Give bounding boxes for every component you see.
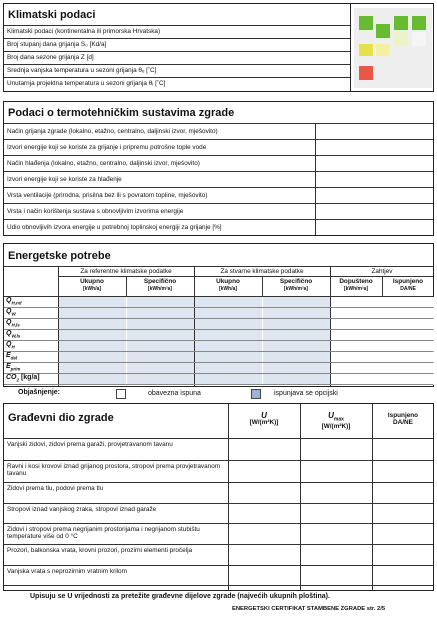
col-u-unit: [W/(m²K)] <box>249 419 279 426</box>
energy-row-label: $Q_{H,nd}$ <box>6 297 22 306</box>
gradjevni-section <box>3 403 434 591</box>
col-umax-header <box>300 412 372 430</box>
col-specificno-stv: Specifično <box>279 278 313 285</box>
klimatski-section <box>3 3 434 92</box>
klimatski-color-grid <box>354 8 432 88</box>
gradjevni-note: Upisuju se U vrijednosti za pretežite građevne dijelove zgrade (najvećih ukupnih ploština). <box>30 593 330 600</box>
gradjevni-row-label: Zidovi i stropovi prema negrijanim prostorijama i negrijanom stubištu temperature više od 0 °C <box>7 526 200 540</box>
col-isp-header <box>372 412 434 426</box>
col-u-header <box>228 412 300 426</box>
col-ukupno-stv: Ukupno <box>216 278 240 285</box>
klimatski-row-4: Srednja vanjska temperatura u sezoni grijanja θₑ [˚C] <box>7 67 157 74</box>
energy-row-label: $Q_{W,ls}$ <box>6 330 21 339</box>
col-u-symbol: U <box>261 411 267 420</box>
gradjevni-row-label: Ravni i kosi krovovi iznad grijanog prostora, stropovi prema provjetravanom tavanu <box>7 463 221 477</box>
col-ispunjeno-unit: DA/NE <box>400 286 416 292</box>
group-referentne: Za referentne klimatske podatke <box>80 268 172 275</box>
energetske-title: Energetske potrebe <box>8 250 111 262</box>
col-ukupno-ref: Ukupno <box>80 278 104 285</box>
klimatski-row-5: Unutarnja projektna temperatura u sezoni grijanja θᵢ [˚C] <box>7 80 166 87</box>
legend-mandatory-swatch <box>116 389 126 399</box>
legend-mandatory-label: obavezna ispuna <box>148 390 201 397</box>
col-umax-unit: [W/(m²K)] <box>321 423 351 431</box>
energy-row-label: $CO_2$ [kg/a] <box>6 374 40 383</box>
energetske-section <box>3 243 434 387</box>
termotehnicki-title: Podaci o termotehničkim sustavima zgrade <box>8 107 235 119</box>
termo-row-3: Način hlađenja (lokalno, etažno, centralno, daljinski izvor, mješovito) <box>7 160 200 167</box>
col-specificno-ref: Specifično <box>143 278 177 285</box>
klimatski-row-2: Broj stupanj dana grijanja S₀ [Kd/a] <box>7 41 107 48</box>
footer: ENERGETSKI CERTIFIKAT STAMBENE ZGRADE str. 2/5 <box>232 606 386 612</box>
termotehnicki-section <box>3 101 434 236</box>
gradjevni-row-label: Vanjska vrata s neprozirnim vratnim krilom <box>7 568 127 575</box>
col-isp-label2: DA/NE <box>393 419 413 426</box>
termo-row-6: Vrsta i način korištenja sustava s obnovljivim izvorima energije <box>7 208 184 215</box>
col-umax-symbol: $U_{max}$ <box>328 411 344 423</box>
energy-row-label: $Q_{H,ls}$ <box>6 319 20 328</box>
gradjevni-row-label: Vanjski zidovi, zidovi prema garaži, provjetravanom tavanu <box>7 441 173 448</box>
gradjevni-row-label: Zidovi prema tlu, podovi prema tlu <box>7 485 104 492</box>
energy-row-label: $E_{prim}$ <box>6 363 21 372</box>
termo-row-4: Izvori energije koji se koriste za hlađenje <box>7 176 122 183</box>
legend-optional-label: ispunjava se opcijski <box>274 390 338 397</box>
klimatski-title: Klimatski podaci <box>8 9 96 21</box>
col-dopusteno-unit: [kWh/m²a] <box>343 286 369 292</box>
klimatski-left-panel <box>4 4 351 91</box>
termo-row-1: Način grijanja zgrade (lokalno, etažno, centralno, daljinski izvor, mješovito) <box>7 128 218 135</box>
col-isp-label: Ispunjeno <box>387 412 419 419</box>
legend-label: Objašnjenje: <box>18 389 61 396</box>
energy-row-label: $Q_H$ <box>6 341 15 350</box>
col-ukupno-stv-unit: [kWh/a] <box>218 286 238 292</box>
col-ukupno-ref-unit: [kWh/a] <box>82 286 102 292</box>
energy-row-label: $Q_W$ <box>6 308 16 317</box>
gradjevni-title: Građevni dio zgrade <box>8 412 114 424</box>
gradjevni-row-label: Stropovi iznad vanjskog zraka, stropovi iznad garaže <box>7 506 157 513</box>
col-specificno-stv-unit: [kWh/m²a] <box>283 286 309 292</box>
termo-row-2: Izvori energije koji se koriste za grijanje i pripremu potrošne tople vode <box>7 144 207 151</box>
group-stvarne: Za stvarne klimatske podatke <box>220 268 304 275</box>
col-ispunjeno: Ispunjeno <box>392 278 424 285</box>
termo-row-7: Udio obnovljivih izvora energije u potrebnoj toplinskoj energiji za grijanje [%] <box>7 224 222 231</box>
klimatski-row-1: Klimatski podaci (kontinentalna ili primorska Hrvatska) <box>7 28 161 35</box>
klimatski-row-3: Broj dana sezone grijanja Z [d] <box>7 54 94 61</box>
gradjevni-row-label: Prozori, balkonska vrata, krovni prozori, prozirni elementi pročelja <box>7 547 193 554</box>
group-zahtjev: Zahtjev <box>371 268 393 275</box>
termo-row-5: Vrsta ventilacije (prirodna, prisilna bez ili s povratom topline, mješovito) <box>7 192 208 199</box>
col-specificno-ref-unit: [kWh/m²a] <box>147 286 173 292</box>
col-dopusteno: Dopušteno <box>339 278 373 285</box>
legend-optional-swatch <box>251 389 261 399</box>
energy-row-label: $E_{del}$ <box>6 352 18 361</box>
